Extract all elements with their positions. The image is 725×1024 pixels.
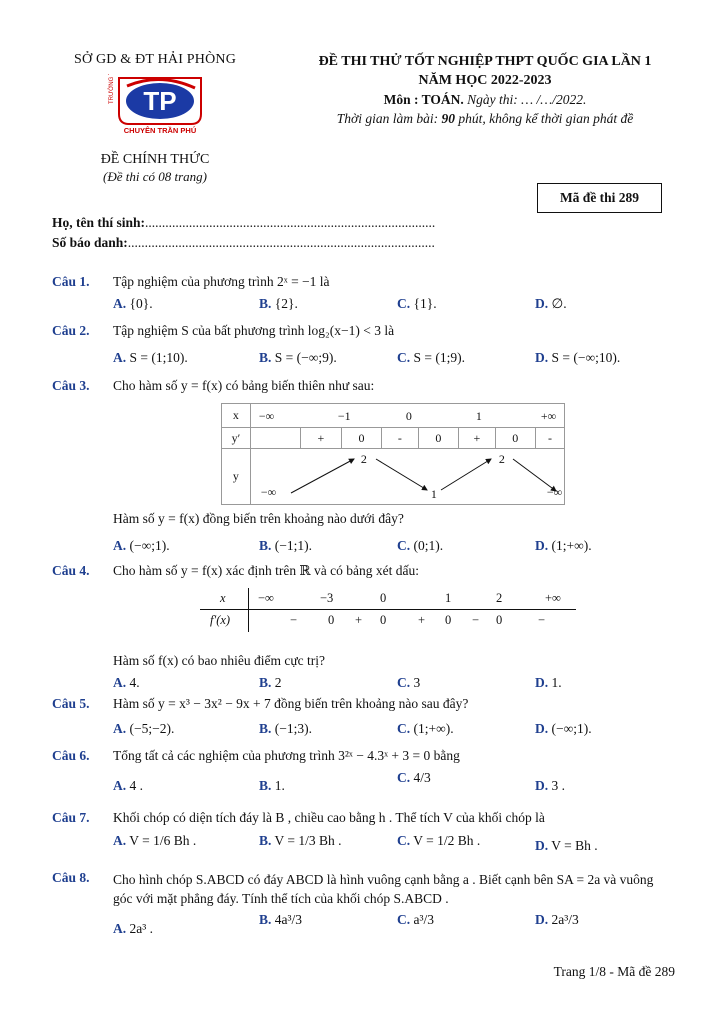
q8-option-d: D. 2a³/3 <box>535 912 579 927</box>
official-label: ĐỀ CHÍNH THỨC <box>100 152 210 167</box>
q4-option-b: B. 2 <box>259 675 282 690</box>
question-3-text: Cho hàm số y = f(x) có bảng biến thiên như sau: <box>113 378 375 393</box>
vt-row-label-yprime: y′ <box>222 428 251 449</box>
svg-text:CHUYÊN TRẦN PHÚ <box>124 125 197 135</box>
q5-option-b: B. (−1;3). <box>259 721 312 736</box>
q6-option-c: C. 4/3 <box>397 770 431 785</box>
header-left <box>40 52 270 185</box>
vt-row-label-y: y <box>222 449 251 505</box>
q3-option-a: A. (−∞;1). <box>113 538 170 553</box>
svg-text:TRƯỜNG THPT <box>108 74 115 104</box>
q8-option-b: B. 4a³/3 <box>259 912 303 927</box>
question-7-label: Câu 7. <box>52 810 90 825</box>
q4-option-c: C. 3 <box>397 675 421 690</box>
candidate-name-line <box>52 215 435 231</box>
question-3-label: Câu 3. <box>52 378 90 393</box>
question-2-text: Tập nghiệm S của bất phương trình log₂(x−1) < 3 là <box>113 323 395 338</box>
q1-option-b: B. {2}. <box>259 296 298 311</box>
question-6-text: Tổng tất cả các nghiệm của phương trình 3²ˣ − 4.3ˣ + 3 = 0 bằng <box>113 748 460 763</box>
exam-code-box: Mã đề thi 289 <box>537 183 662 213</box>
q2-option-d: D. S = (−∞;10). <box>535 350 621 365</box>
question-6-label: Câu 6. <box>52 748 90 763</box>
sign-table: x f′(x) −∞ −3 0 1 2 +∞ − 0 + 0 + 0 − 0 − <box>200 588 576 632</box>
subject-label: Môn : TOÁN. <box>383 92 464 107</box>
q5-option-c: C. (1;+∞). <box>397 721 454 736</box>
question-5-text: Hàm số y = x³ − 3x² − 9x + 7 đồng biến trên khoảng nào sau đây? <box>113 696 469 711</box>
department-name: SỞ GD & ĐT HẢI PHÒNG <box>73 52 237 67</box>
q3-option-c: C. (0;1). <box>397 538 444 553</box>
q6-option-b: B. 1. <box>259 778 285 793</box>
variation-table: x −∞ −1 0 1 +∞ y′ + 0 - 0 + 0 - y −∞ 2 1 2 −∞ <box>221 403 565 505</box>
question-4-label: Câu 4. <box>52 563 90 578</box>
q1-option-c: C. {1}. <box>397 296 437 311</box>
time-minutes: 90 <box>441 111 456 126</box>
candidate-id-line <box>52 235 435 251</box>
variation-arrows <box>251 449 567 505</box>
candidate-id-dots: ........................................................................................... <box>127 235 435 250</box>
header-right <box>275 52 695 128</box>
question-1-text: Tập nghiệm của phương trình 2ˣ = −1 là <box>113 274 330 289</box>
subject-line <box>275 90 695 109</box>
school-year: NĂM HỌC 2022-2023 <box>418 73 552 88</box>
question-4-text: Cho hàm số y = f(x) xác định trên ℝ và có bảng xét dấu: <box>113 563 420 578</box>
q2-option-c: C. S = (1;9). <box>397 350 465 365</box>
q4-option-a: A. 4. <box>113 675 140 690</box>
candidate-name-dots: ...................................................................................... <box>145 215 436 230</box>
question-4-follow: Hàm số f(x) có bao nhiêu điểm cực trị? <box>113 653 325 668</box>
q7-option-a: A. V = 1/6 Bh . <box>113 833 197 848</box>
svg-text:TP <box>143 86 176 116</box>
q6-option-d: D. 3 . <box>535 778 565 793</box>
q2-option-a: A. S = (1;10). <box>113 350 188 365</box>
school-logo <box>105 74 205 136</box>
candidate-name-label: Họ, tên thí sinh: <box>52 215 146 230</box>
q7-option-d: D. V = Bh . <box>535 838 598 853</box>
q1-option-d: D. ∅. <box>535 296 567 311</box>
question-2-label: Câu 2. <box>52 323 90 338</box>
question-8-text: Cho hình chóp S.ABCD có đáy ABCD là hình vuông cạnh bằng a . Biết cạnh bên SA = 2a và vuông góc với mặt phẳng đáy. Tính thể tích của khối chóp S.ABCD . <box>113 872 654 906</box>
question-5-label: Câu 5. <box>52 696 90 711</box>
pages-note: (Đề thi có 08 trang) <box>103 169 207 184</box>
q6-option-a: A. 4 . <box>113 778 143 793</box>
time-note: Thời gian làm bài: 90 phút, không kể thời gian phát đề <box>336 111 634 126</box>
page-footer: Trang 1/8 - Mã đề 289 <box>553 964 675 979</box>
exam-title: ĐỀ THI THỬ TỐT NGHIỆP THPT QUỐC GIA LẦN 1 <box>318 54 652 69</box>
q5-option-d: D. (−∞;1). <box>535 721 592 736</box>
vt-row-label-x: x <box>222 404 251 428</box>
q1-option-a: A. {0}. <box>113 296 153 311</box>
q7-option-c: C. V = 1/2 Bh . <box>397 833 481 848</box>
q8-option-c: C. a³/3 <box>397 912 435 927</box>
q8-option-a: A. 2a³ . <box>113 921 154 936</box>
question-1-label: Câu 1. <box>52 274 90 289</box>
exam-date: Ngày thi: … /…/2022. <box>467 92 587 107</box>
candidate-id-label: Số báo danh: <box>52 235 128 250</box>
q7-option-b: B. V = 1/3 Bh . <box>259 833 342 848</box>
q4-option-d: D. 1. <box>535 675 562 690</box>
question-7-text: Khối chóp có diện tích đáy là B , chiều cao bằng h . Thể tích V của khối chóp là <box>113 810 545 825</box>
q3-option-d: D. (1;+∞). <box>535 538 592 553</box>
question-8-label: Câu 8. <box>52 870 90 885</box>
logo-text-top: TRƯỜNG THPT <box>109 74 115 104</box>
q5-option-a: A. (−5;−2). <box>113 721 175 736</box>
logo-text-bottom: CHUYÊN TRẦN PHÚ <box>123 126 197 135</box>
question-3-follow: Hàm số y = f(x) đồng biến trên khoảng nào dưới đây? <box>113 511 404 526</box>
q2-option-b: B. S = (−∞;9). <box>259 350 337 365</box>
logo-letters: TP <box>143 86 177 116</box>
q3-option-b: B. (−1;1). <box>259 538 312 553</box>
